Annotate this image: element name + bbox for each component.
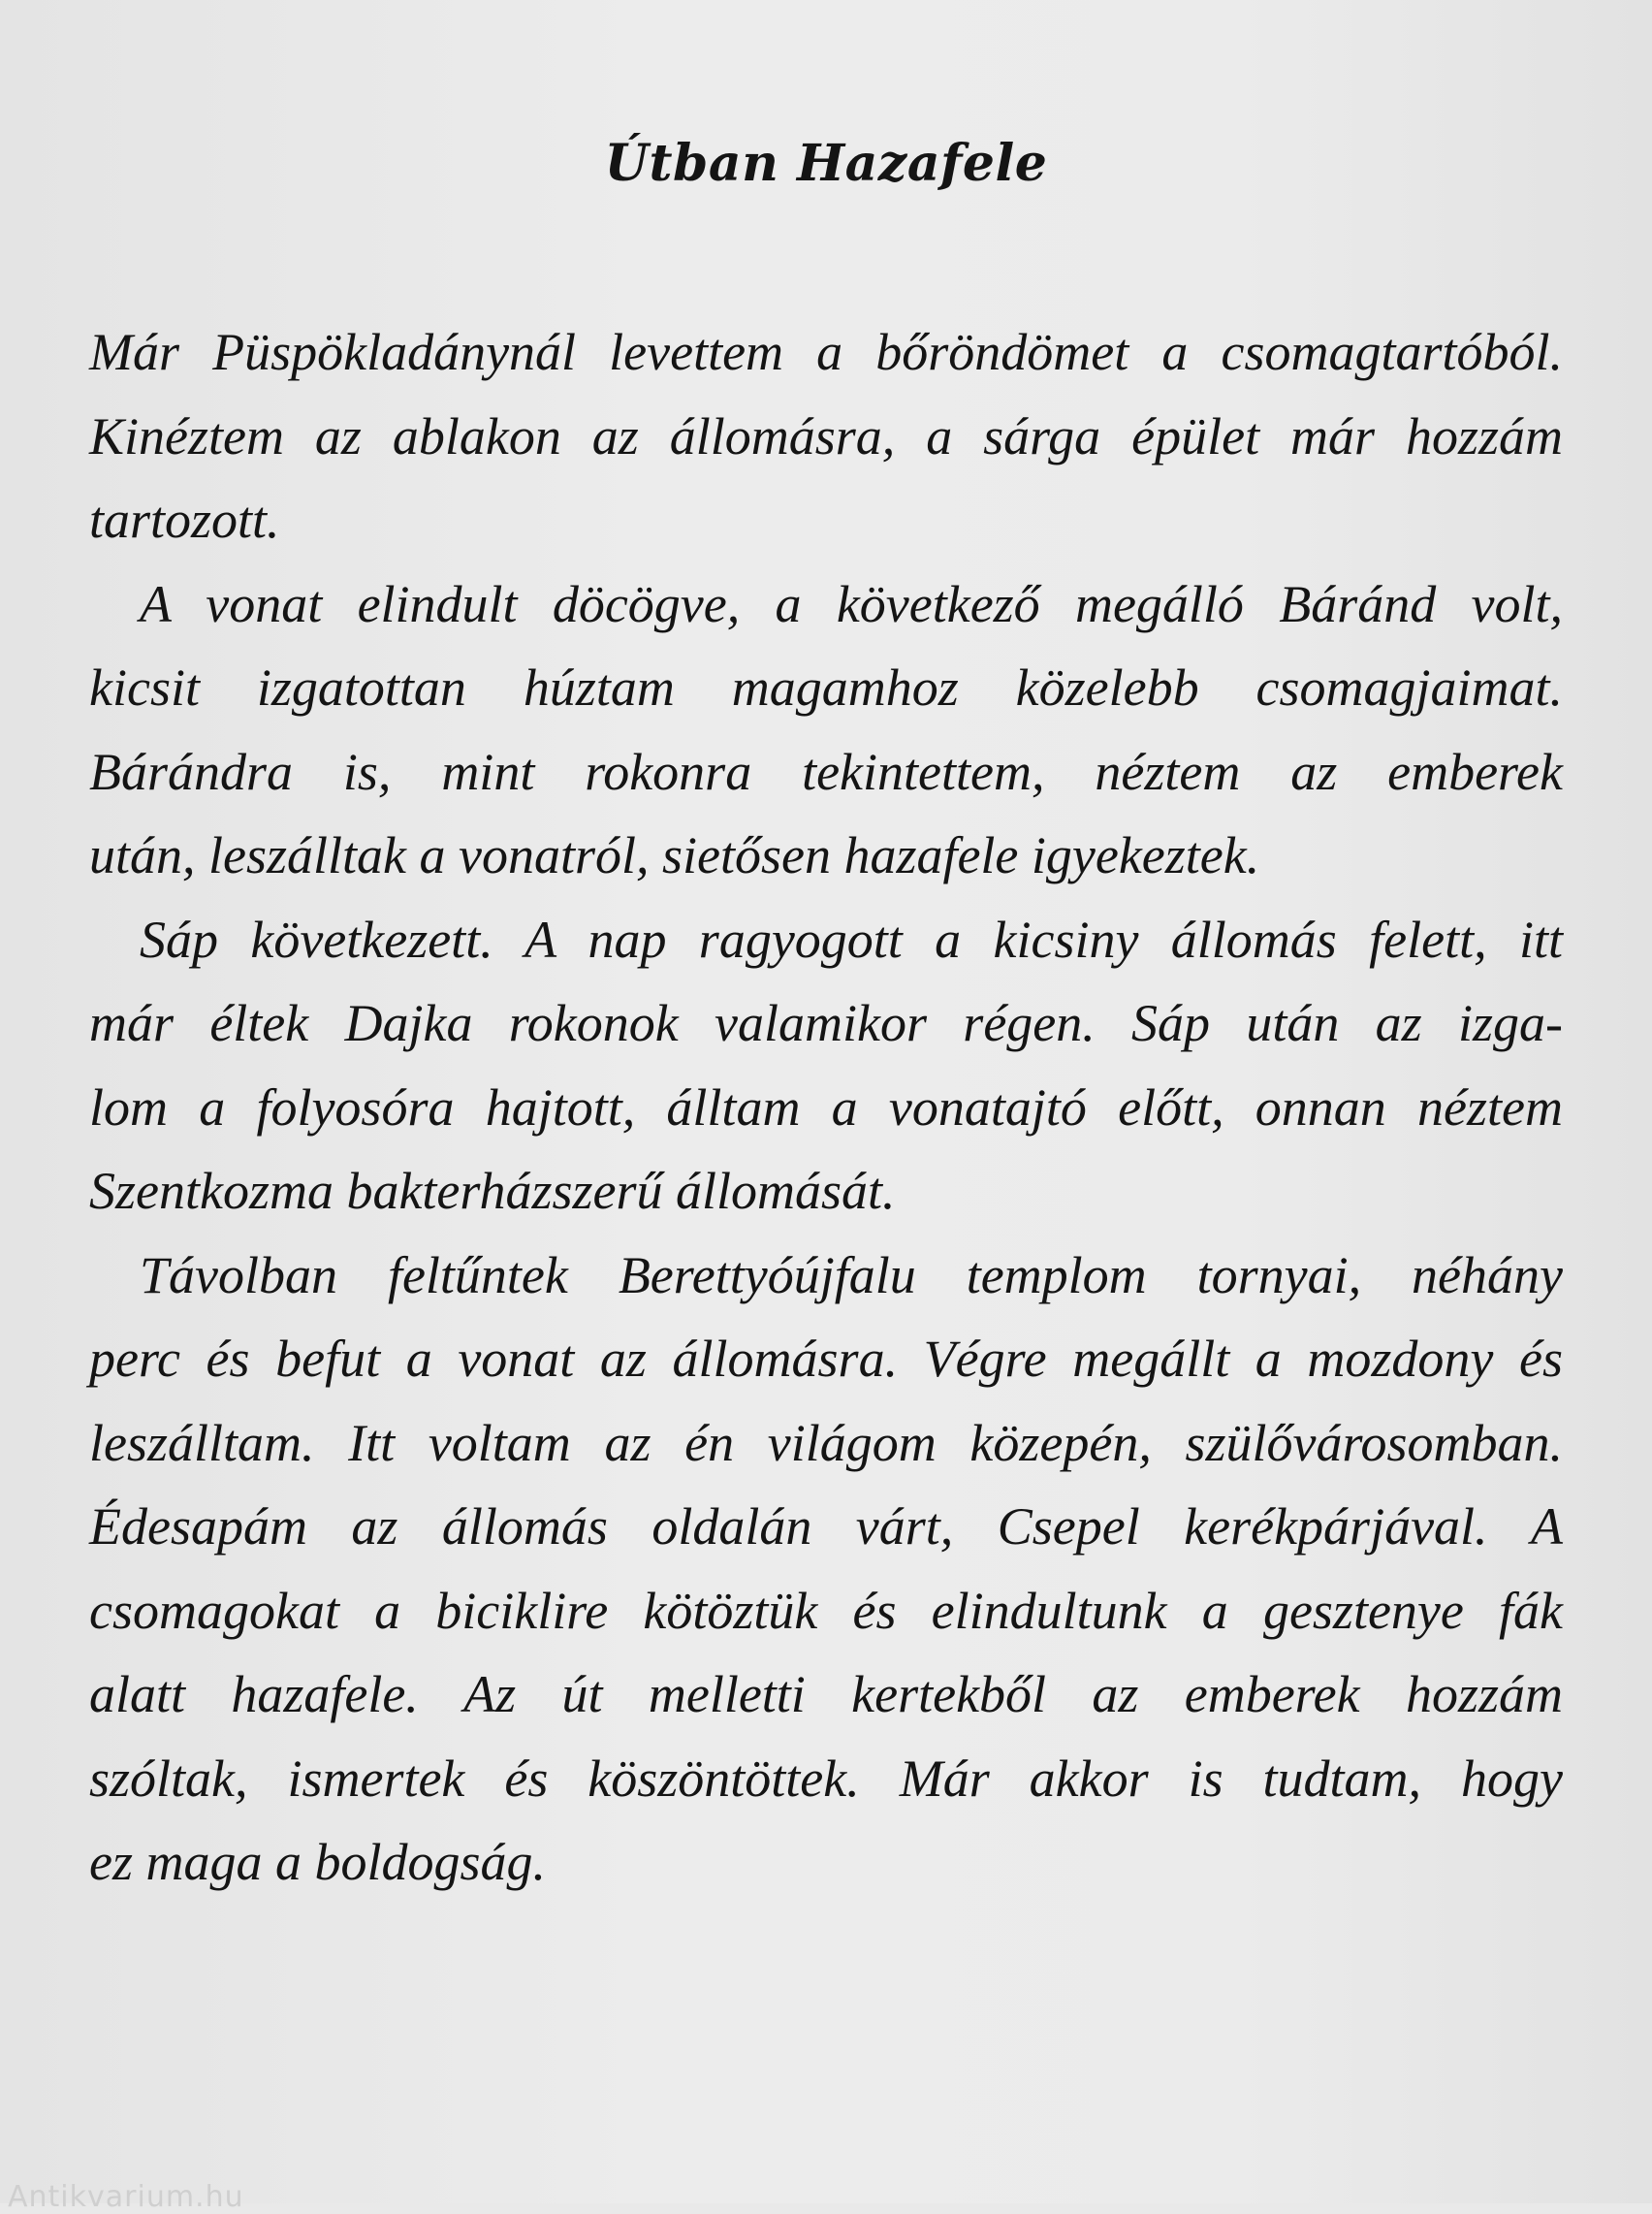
text-line: tartozott. bbox=[89, 491, 280, 549]
watermark: Antikvarium.hu bbox=[8, 2180, 244, 2214]
page-title: Útban Hazafele bbox=[604, 134, 1048, 193]
text-line: alatt hazafele. Az út melletti kertekből az emberek hozzám bbox=[89, 1665, 1563, 1723]
text-line: Távolban feltűntek Berettyóújfalu templom tornyai, néhány bbox=[140, 1245, 1563, 1304]
text-line: Bárándra is, mint rokonra tekintettem, néztem az emberek bbox=[89, 742, 1563, 801]
text-line: lom a folyosóra hajtott, álltam a vonatajtó előtt, onnan néztem bbox=[89, 1077, 1563, 1137]
text-line: Már Püspökladánynál levettem a bőröndömet a csomagtartóból. bbox=[89, 323, 1563, 381]
text-line: Kinéztem az ablakon az állomásra, a sárga épület már hozzám bbox=[89, 406, 1563, 465]
text-line: A vonat elindult döcögve, a következő megálló Báránd volt, bbox=[140, 574, 1563, 633]
paragraph bbox=[89, 562, 1563, 898]
text-line: perc és befut a vonat az állomásra. Végre megállt a mozdony és bbox=[89, 1330, 1563, 1388]
text-line: csomagokat a biciklire kötöztük és elindultunk a gesztenye fák bbox=[89, 1581, 1563, 1640]
text-line: Szentkozma bakterházszerű állomását. bbox=[89, 1162, 896, 1220]
text-line: már éltek Dajka rokonok valamikor régen. Sáp után az izga- bbox=[89, 994, 1563, 1052]
text-line: után, leszálltak a vonatról, sietősen hazafele igyekeztek. bbox=[89, 826, 1260, 884]
text-line: kicsit izgatottan húztam magamhoz közelebb csomagjaimat. bbox=[89, 658, 1563, 717]
text-line: Sáp következett. A nap ragyogott a kicsiny állomás felett, itt bbox=[140, 910, 1563, 969]
text-line: leszálltam. Itt voltam az én világom közepén, szülővárosomban. bbox=[89, 1413, 1563, 1472]
paragraph bbox=[89, 898, 1563, 1234]
text-line: Édesapám az állomás oldalán várt, Csepel kerékpárjával. A bbox=[89, 1497, 1563, 1556]
body-text bbox=[89, 310, 1563, 1905]
paragraph bbox=[89, 310, 1563, 562]
paragraph bbox=[89, 1234, 1563, 1905]
text-line: szóltak, ismertek és köszöntöttek. Már akkor is tudtam, hogy bbox=[89, 1749, 1563, 1808]
text-line: ez maga a boldogság. bbox=[89, 1833, 546, 1891]
